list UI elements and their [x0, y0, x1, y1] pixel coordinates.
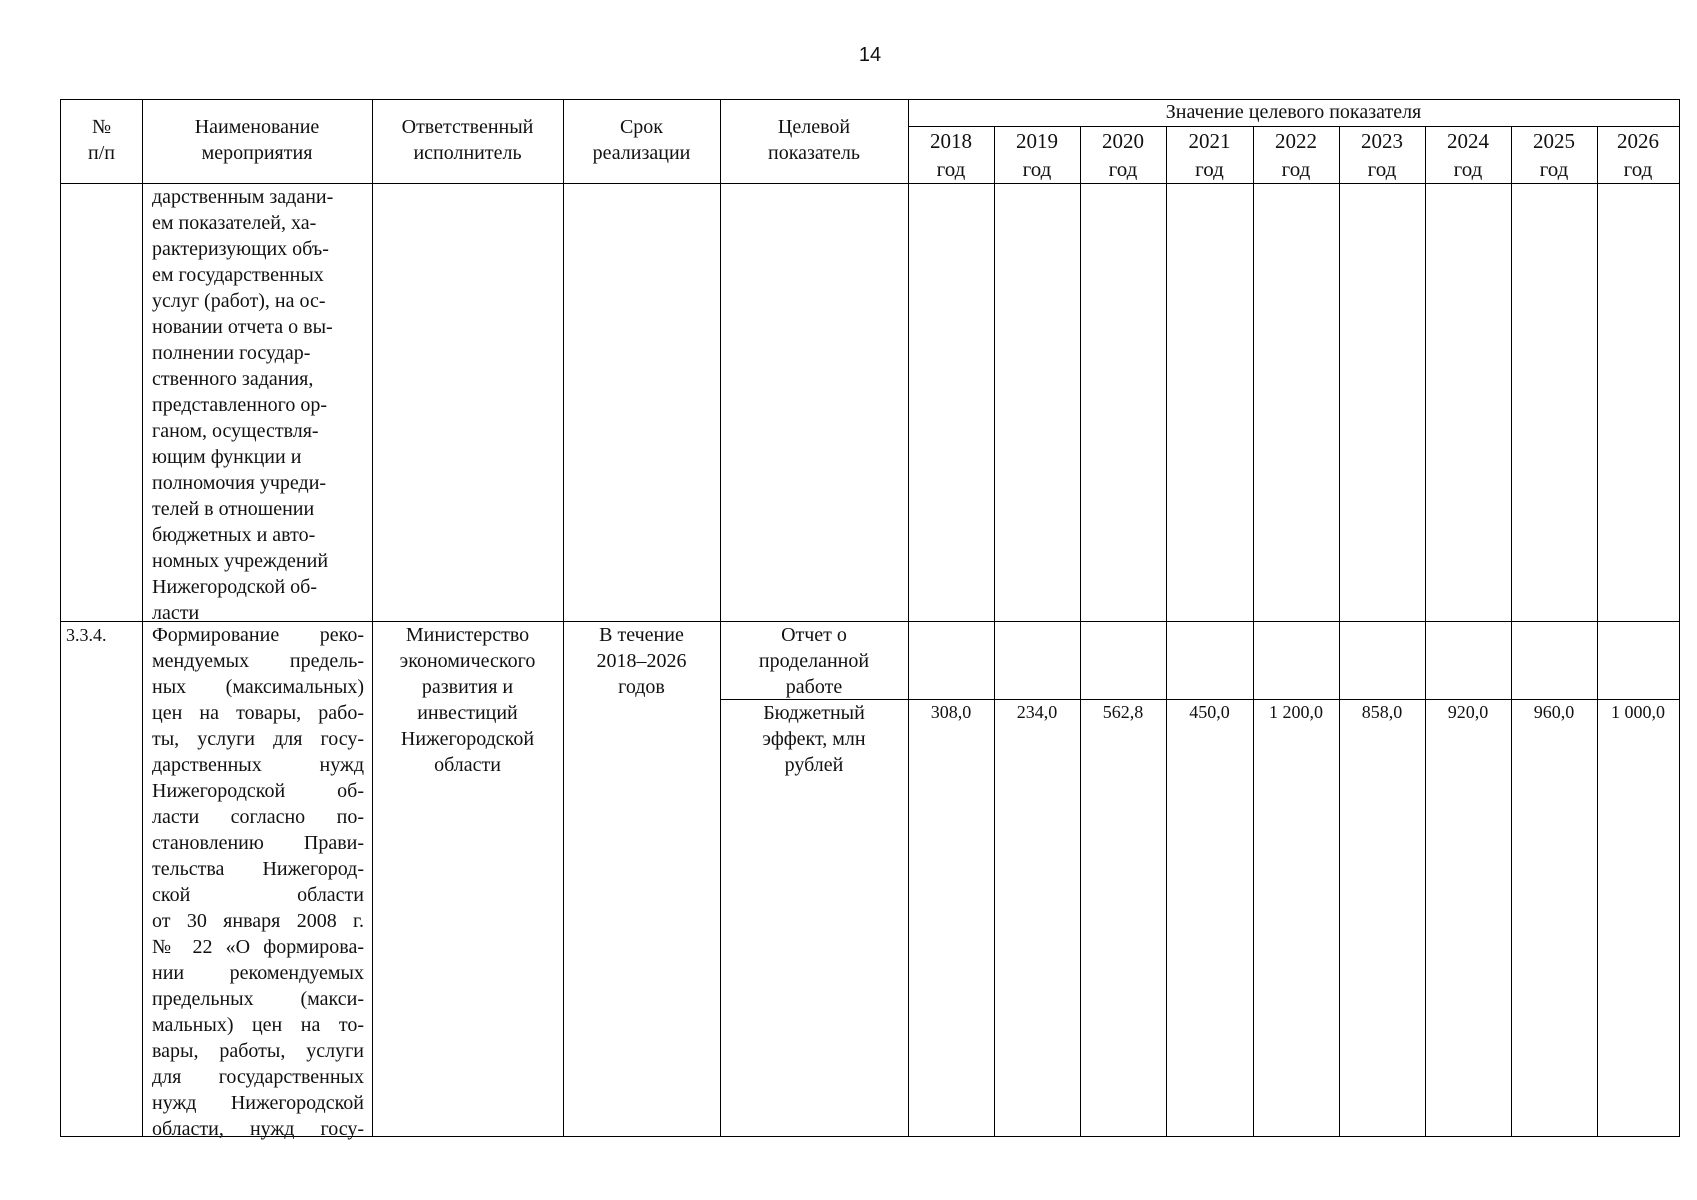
name-line: номных учреждений: [152, 550, 329, 572]
name-line: ты, услуги для госу-: [152, 728, 364, 750]
name-line: ем показателей, ха-: [152, 212, 317, 234]
name-line: предельных (макси-: [152, 988, 364, 1010]
indicators-table: [60, 99, 1680, 1140]
header-responsible: Ответственный исполнитель: [401, 116, 534, 164]
row-name-continuation: [152, 184, 364, 626]
name-line: телей в отношении: [152, 498, 315, 520]
header-num: № п/п: [88, 116, 115, 164]
col-divider: [908, 100, 909, 1136]
name-line: ской области: [152, 884, 364, 906]
value-cell: 960,0: [1533, 702, 1575, 722]
name-line: мендуемых предель-: [152, 650, 364, 672]
header-year: 2019 год: [1016, 129, 1058, 181]
value-cell: 920,0: [1447, 702, 1489, 722]
name-line: ем государственных: [152, 264, 324, 286]
value-cell: 308,0: [930, 702, 972, 722]
col-divider: [1511, 127, 1512, 1136]
name-line: мальных) цен на то-: [152, 1014, 364, 1036]
value-cell: 1 000,0: [1611, 702, 1665, 722]
name-line: становлению Прави-: [152, 832, 364, 854]
name-line: Нижегородской об-: [152, 576, 317, 598]
name-line: тельства Нижегород-: [152, 858, 364, 880]
header-year: 2026 год: [1617, 129, 1659, 181]
name-line: полномочия учреди-: [152, 472, 327, 494]
name-line: нии рекомендуемых: [152, 962, 364, 984]
name-line: Формирование реко-: [152, 624, 364, 646]
name-line: ганом, осуществля-: [152, 420, 319, 442]
header-year: 2025 год: [1533, 129, 1575, 181]
name-line: дарственных нужд: [152, 754, 364, 776]
name-line: полнении государ-: [152, 342, 311, 364]
value-cell: 234,0: [1016, 702, 1058, 722]
row-name: [152, 622, 364, 1142]
name-line: услуг (работ), на ос-: [152, 290, 326, 312]
row-responsible: Министерство экономического развития и инвестиций Нижегородской области: [399, 624, 536, 776]
name-line: для государственных: [152, 1066, 364, 1088]
value-cell: 562,8: [1102, 702, 1144, 722]
name-line: дарственным задани-: [152, 186, 334, 208]
name-line: представленного ор-: [152, 394, 328, 416]
row-term: В течение 2018–2026 годов: [596, 624, 687, 698]
col-divider: [1253, 127, 1254, 1136]
name-line: бюджетных и авто-: [152, 524, 316, 546]
header-year: 2018 год: [930, 129, 972, 181]
header-year: 2024 год: [1447, 129, 1489, 181]
name-line: рактеризующих объ-: [152, 238, 329, 260]
header-name: Наименование мероприятия: [194, 116, 320, 164]
value-cell: 858,0: [1361, 702, 1403, 722]
name-line: ственного задания,: [152, 368, 314, 390]
name-line: вары, работы, услуги: [152, 1040, 364, 1062]
header-term: Срок реализации: [592, 116, 691, 164]
col-divider: [720, 100, 721, 1136]
header-indicator: Целевой показатель: [768, 116, 860, 164]
indicator-budget-effect: Бюджетный эффект, млн рублей: [762, 702, 866, 776]
header-year: 2022 год: [1275, 129, 1317, 181]
name-line: нужд Нижегородской: [152, 1092, 364, 1114]
col-divider: [372, 100, 373, 1136]
col-divider: [1425, 127, 1426, 1136]
name-line: Нижегородской об-: [152, 780, 364, 802]
header-values-group: Значение целевого показателя: [1165, 101, 1422, 123]
name-line: № 22 «О формирова-: [152, 936, 364, 958]
value-cell: 450,0: [1189, 702, 1230, 722]
header-year: 2020 год: [1102, 129, 1144, 181]
name-line: ных (максимальных): [152, 676, 364, 698]
header-year: 2021 год: [1188, 129, 1231, 181]
value-cell: 1 200,0: [1269, 702, 1323, 722]
col-divider: [142, 100, 143, 1136]
name-line: ющим функции и: [152, 446, 302, 468]
row-number: 3.3.4.: [66, 625, 107, 645]
col-divider: [1166, 127, 1167, 1136]
indicator-report: Отчет о проделанной работе: [758, 624, 870, 698]
col-divider: [1080, 127, 1081, 1136]
col-divider: [563, 100, 564, 1136]
header-year: 2023 год: [1361, 129, 1403, 181]
name-line: области, нужд госу-: [152, 1118, 364, 1140]
name-line: ласти согласно по-: [152, 806, 364, 828]
page-number: 14: [858, 44, 882, 66]
name-line: ласти: [152, 602, 200, 624]
col-divider: [994, 127, 995, 1136]
name-line: новании отчета о вы-: [152, 316, 333, 338]
name-line: цен на товары, рабо-: [152, 702, 364, 724]
name-line: от 30 января 2008 г.: [152, 910, 364, 932]
col-divider: [1339, 127, 1340, 1136]
col-divider: [1597, 127, 1598, 1136]
